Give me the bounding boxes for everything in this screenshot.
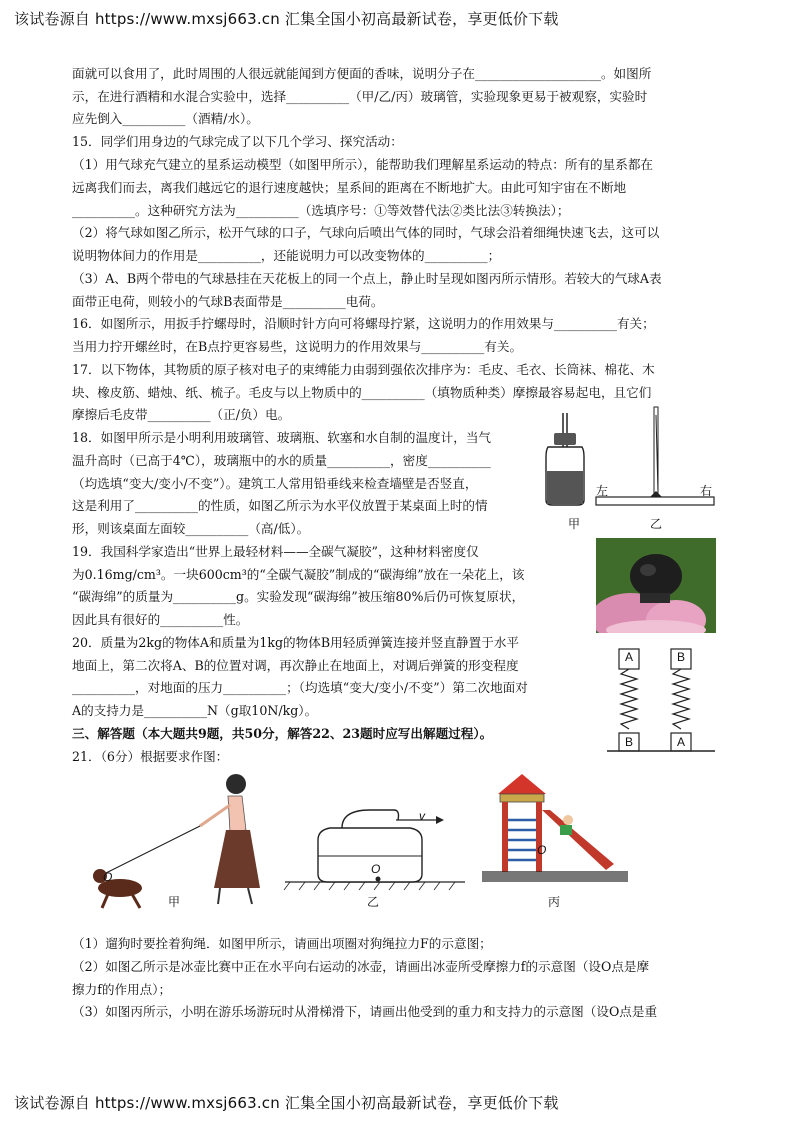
text-line: 形，则该桌面左面较__________（高/低）。	[72, 521, 310, 536]
text-line: “碳海绵”的质量为__________g。实验发现“碳海绵”被压缩80%后仍可恢复原状，	[72, 589, 525, 604]
q18-figure	[538, 405, 728, 535]
woman-walking-dog-illustration	[93, 774, 260, 908]
text-line: （1）遛狗时要拴着狗绳．如图甲所示，请画出项圈对狗绳拉力F的示意图；	[72, 936, 492, 951]
question-15: 15．同学们用身边的气球完成了以下几个学习、探究活动：	[72, 134, 403, 149]
point-o-label: O	[103, 870, 113, 884]
text-line: 当用力拧开螺丝时，在B点拧更容易些，这说明力的作用效果与__________有关。	[72, 339, 523, 354]
block-b-label: B	[677, 650, 686, 664]
text-line: （2）如图乙所示是冰壶比赛中正在水平向右运动的冰壶，请画出冰壶所受摩擦力f的示意图（设O点是摩	[72, 959, 650, 974]
text-line: （3）A、B两个带电的气球悬挂在天花板上的同一个点上，静止时呈现如图丙所示情形。若较大的气球A表	[72, 271, 662, 286]
point-o-label: O	[537, 843, 547, 857]
level-illustration	[596, 407, 714, 505]
text-line: A的支持力是__________N（g取10N/kg）。	[72, 703, 318, 718]
level-right-label: 右	[700, 484, 713, 498]
bottle-thermometer-illustration	[546, 413, 584, 505]
velocity-label: v	[419, 809, 425, 823]
text-line: （3）如图丙所示，小明在游乐场游玩时从滑梯滑下，请画出他受到的重力和支持力的示意图（设O点是重	[72, 1004, 658, 1019]
text-line: 面就可以食用了，此时周围的人很远就能闻到方便面的香味，说明分子在____________________。如图所	[72, 66, 652, 81]
text-line: 面带正电荷，则较小的气球B表面带是__________电荷。	[72, 294, 384, 309]
page-header: 该试卷源自 https://www.mxsj663.cn 汇集全国小初高最新试卷，享更低价下载	[14, 10, 559, 28]
block-a-label: A	[625, 650, 634, 664]
text-line: __________，对地面的压力__________；（均选填“变大/变小/不变”）第二次地面对	[72, 680, 528, 695]
slide-illustration	[482, 774, 628, 882]
text-line: 摩擦后毛皮带__________（正/负）电。	[72, 407, 291, 422]
text-line: 为0.16mg/cm³。一块600cm³的“全碳气凝胶”制成的“碳海绵”放在一朵花上，该	[72, 567, 525, 582]
text-line: 擦力f的作用点）；	[72, 982, 172, 997]
text-line: 示，在进行酒精和水混合实验中，选择__________（甲/乙/丙）玻璃管，实验现象更易于被观察，实验时	[72, 89, 648, 104]
text-line: （均选填“变大/变小/不变”）。建筑工人常用铅垂线来检查墙壁是否竖直，	[72, 476, 478, 491]
question-19: 19．我国科学家造出“世界上最轻材料——全碳气凝胶”，这种材料密度仅	[72, 544, 479, 559]
figure-caption: 甲	[568, 517, 581, 531]
question-16: 16．如图所示，用扳手拧螺母时，沿顺时针方向可将螺母拧紧，这说明力的作用效果与__________有关；	[72, 316, 655, 331]
point-o-label: O	[371, 862, 381, 876]
level-left-label: 左	[596, 484, 609, 498]
question-17: 17．以下物体，其物质的原子核对电子的束缚能力由弱到强依次排序为：毛皮、毛衣、长筒袜、棉花、木	[72, 362, 655, 377]
figure-caption: 丙	[548, 895, 561, 909]
curling-stone-illustration	[284, 810, 465, 890]
carbon-aerogel-photo	[596, 538, 716, 633]
block-a-label: A	[677, 735, 686, 749]
text-line: 说明物体间力的作用是__________，还能说明力可以改变物体的__________；	[72, 248, 501, 263]
text-line: （2）将气球如图乙所示，松开气球的口子，气球向后喷出气体的同时，气球会沿着细绳快速飞去，这可以	[72, 225, 660, 240]
text-line: __________。这种研究方法为__________（选填序号：①等效替代法②类比法③转换法）；	[72, 203, 570, 218]
text-line: 温升高时（已高于4℃），玻璃瓶中的水的质量__________，密度__________	[72, 453, 491, 468]
section-heading: 三、解答题（本大题共9题，共50分，解答22、23题时应写出解题过程）。	[72, 726, 493, 741]
figure-caption: 乙	[367, 895, 380, 909]
q20-springs-figure	[605, 645, 717, 757]
question-21: 21．（6分）根据要求作图：	[72, 749, 229, 764]
figure-caption: 甲	[168, 895, 181, 909]
text-line: （1）用气球充气建立的星系运动模型（如图甲所示），能帮助我们理解星系运动的特点：所有的星系都在	[72, 157, 654, 172]
text-line: 远离我们而去，离我们越远它的退行速度越快；星系间的距离在不断地扩大。由此可知宇宙在不断地	[72, 180, 627, 195]
question-20: 20．质量为2kg的物体A和质量为1kg的物体B用轻质弹簧连接并竖直静置于水平	[72, 635, 520, 650]
block-b-label: B	[625, 735, 634, 749]
question-18: 18．如图甲所示是小明利用玻璃管、玻璃瓶、软塞和水自制的温度计，当气	[72, 430, 492, 445]
text-line: 应先倒入__________（酒精/水）。	[72, 111, 259, 126]
text-line: 地面上，第二次将A、B的位置对调，再次静止在地面上，对调后弹簧的形变程度	[72, 658, 519, 673]
text-line: 这是利用了__________的性质，如图乙所示为水平仪放置于某桌面上时的情	[72, 498, 488, 513]
text-line: 块、橡皮筋、蜡烛、纸、梳子。毛皮与以上物质中的__________（填物质种类）摩擦最容易起电，且它们	[72, 385, 652, 400]
text-line: 因此具有很好的__________性。	[72, 612, 249, 627]
page-footer: 该试卷源自 https://www.mxsj663.cn 汇集全国小初高最新试卷，享更低价下载	[14, 1094, 559, 1112]
figure-caption: 乙	[650, 517, 663, 531]
